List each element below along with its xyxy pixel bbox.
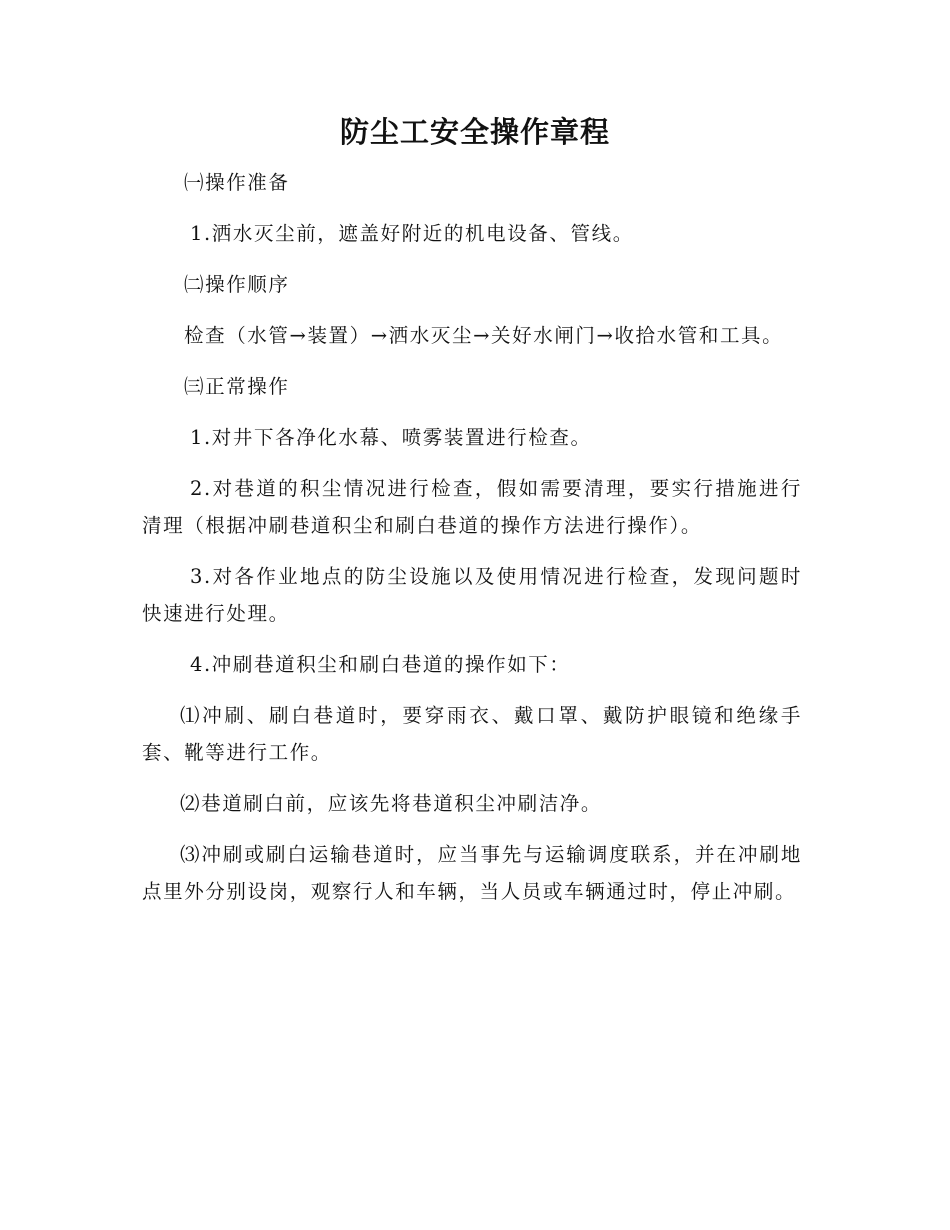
paragraph-operation-1: 1.对井下各净化水幕、喷雾装置进行检查。 — [190, 426, 592, 449]
section-heading-preparation: ㈠操作准备 — [184, 171, 290, 194]
paragraph-preparation-1: 1.洒水灭尘前，遮盖好附近的机电设备、管线。 — [190, 222, 634, 245]
section-heading-sequence: ㈡操作顺序 — [184, 273, 290, 296]
paragraph-sequence: 检查（水管→装置）→洒水灭尘→关好水闸门→收拾水管和工具。 — [184, 324, 784, 347]
paragraph-sub-item-1: ⑴冲刷、刷白巷道时，要穿雨衣、戴口罩、戴防护眼镜和绝缘手套、靴等进行工作。 — [142, 704, 802, 764]
document-body — [142, 164, 802, 924]
document-title: 防尘工安全操作章程 — [339, 115, 610, 149]
section-heading-normal-operation: ㈢正常操作 — [184, 375, 290, 398]
paragraph-operation-4: 4.冲刷巷道积尘和刷白巷道的操作如下： — [190, 653, 571, 676]
paragraph-sub-item-3: ⑶冲刷或刷白运输巷道时，应当事先与运输调度联系，并在冲刷地点里外分别设岗，观察行人和车辆，当人员或车辆通过时，停止冲刷。 — [142, 843, 802, 903]
paragraph-sub-item-2: ⑵巷道刷白前，应该先将巷道积尘冲刷洁净。 — [180, 792, 603, 815]
paragraph-operation-2: 2.对巷道的积尘情况进行检查，假如需要清理，要实行措施进行清理（根据冲刷巷道积尘和刷白巷道的操作方法进行操作）。 — [142, 477, 802, 537]
paragraph-operation-3: 3.对各作业地点的防尘设施以及使用情况进行检查，发现问题时快速进行处理。 — [142, 565, 802, 625]
